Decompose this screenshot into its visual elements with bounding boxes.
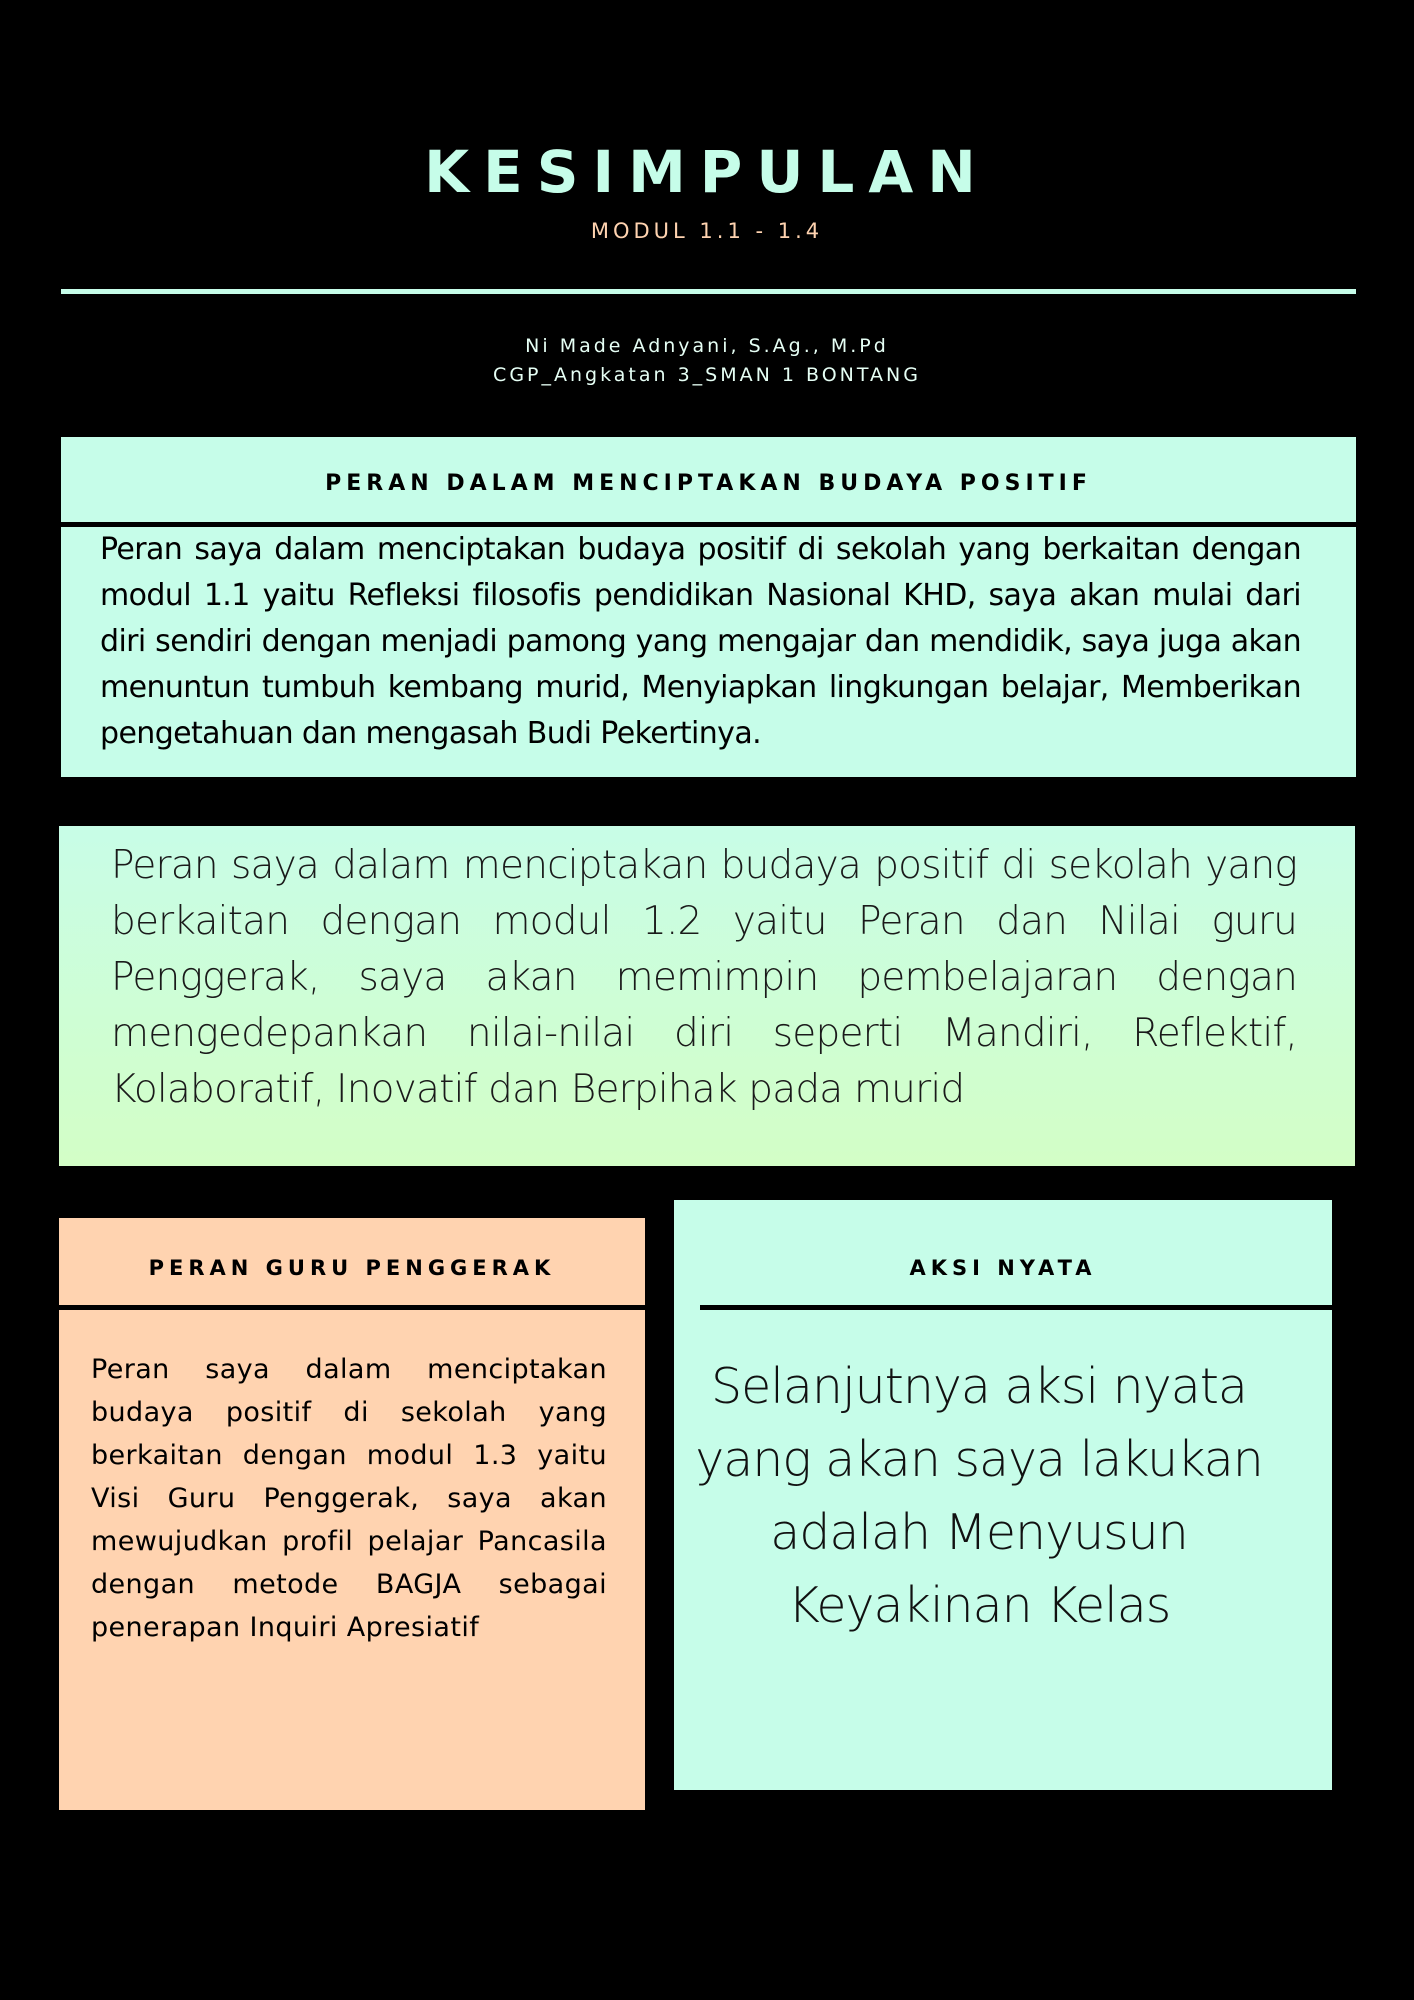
budaya-positif-text: Peran saya dalam menciptakan budaya positif di sekolah yang berkaitan dengan modul 1.1 yaitu Refleksi filosofis pendidikan Nasional KHD, saya akan mulai dari diri sendiri dengan menjadi pamong yang mengajar dan mendidik, saya juga akan menuntun tumbuh kembang murid, Menyiapkan lingkungan belajar, Memberikan pengetahuan dan mengasah Budi Pekertinya. bbox=[100, 532, 1301, 751]
budaya-positif-card bbox=[61, 437, 1356, 777]
author-affiliation: CGP_Angkatan 3_SMAN 1 BONTANG bbox=[493, 364, 921, 386]
page-subtitle: MODUL 1.1 - 1.4 bbox=[590, 219, 824, 243]
author-name: Ni Made Adnyani, S.Ag., M.Pd bbox=[525, 335, 889, 357]
guru-penggerak-divider bbox=[59, 1305, 645, 1310]
aksi-nyata-heading: AKSI NYATA bbox=[909, 1256, 1097, 1280]
aksi-nyata-text: Selanjutnya aksi nyata yang akan saya lakukan adalah Menyusun Keyakinan Kelas bbox=[695, 1358, 1263, 1634]
aksi-nyata-divider bbox=[700, 1305, 1332, 1310]
page-title: KESIMPULAN bbox=[424, 138, 990, 206]
budaya-positif-heading: PERAN DALAM MENCIPTAKAN BUDAYA POSITIF bbox=[325, 471, 1092, 496]
aksi-nyata-card bbox=[674, 1200, 1332, 1790]
modul-1-2-text: Peran saya dalam menciptakan budaya positif di sekolah yang berkaitan dengan modul 1.2 yaitu Peran dan Nilai guru Penggerak, saya akan memimpin pembelajaran dengan mengedepankan nilai-nilai diri seperti Mandiri, Reflektif, Kolaboratif, Inovatif dan Berpihak pada murid bbox=[111, 843, 1297, 1112]
modul-1-2-card bbox=[59, 826, 1355, 1166]
guru-penggerak-text: Peran saya dalam menciptakan budaya positif di sekolah yang berkaitan dengan modul 1.3 yaitu Visi Guru Penggerak, saya akan mewujudkan profil pelajar Pancasila dengan metode BAGJA sebagai penerapan Inquiri Apresiatif bbox=[91, 1354, 607, 1643]
guru-penggerak-heading: PERAN GURU PENGGERAK bbox=[148, 1256, 556, 1280]
guru-penggerak-card bbox=[59, 1218, 645, 1810]
title-divider bbox=[61, 289, 1356, 294]
